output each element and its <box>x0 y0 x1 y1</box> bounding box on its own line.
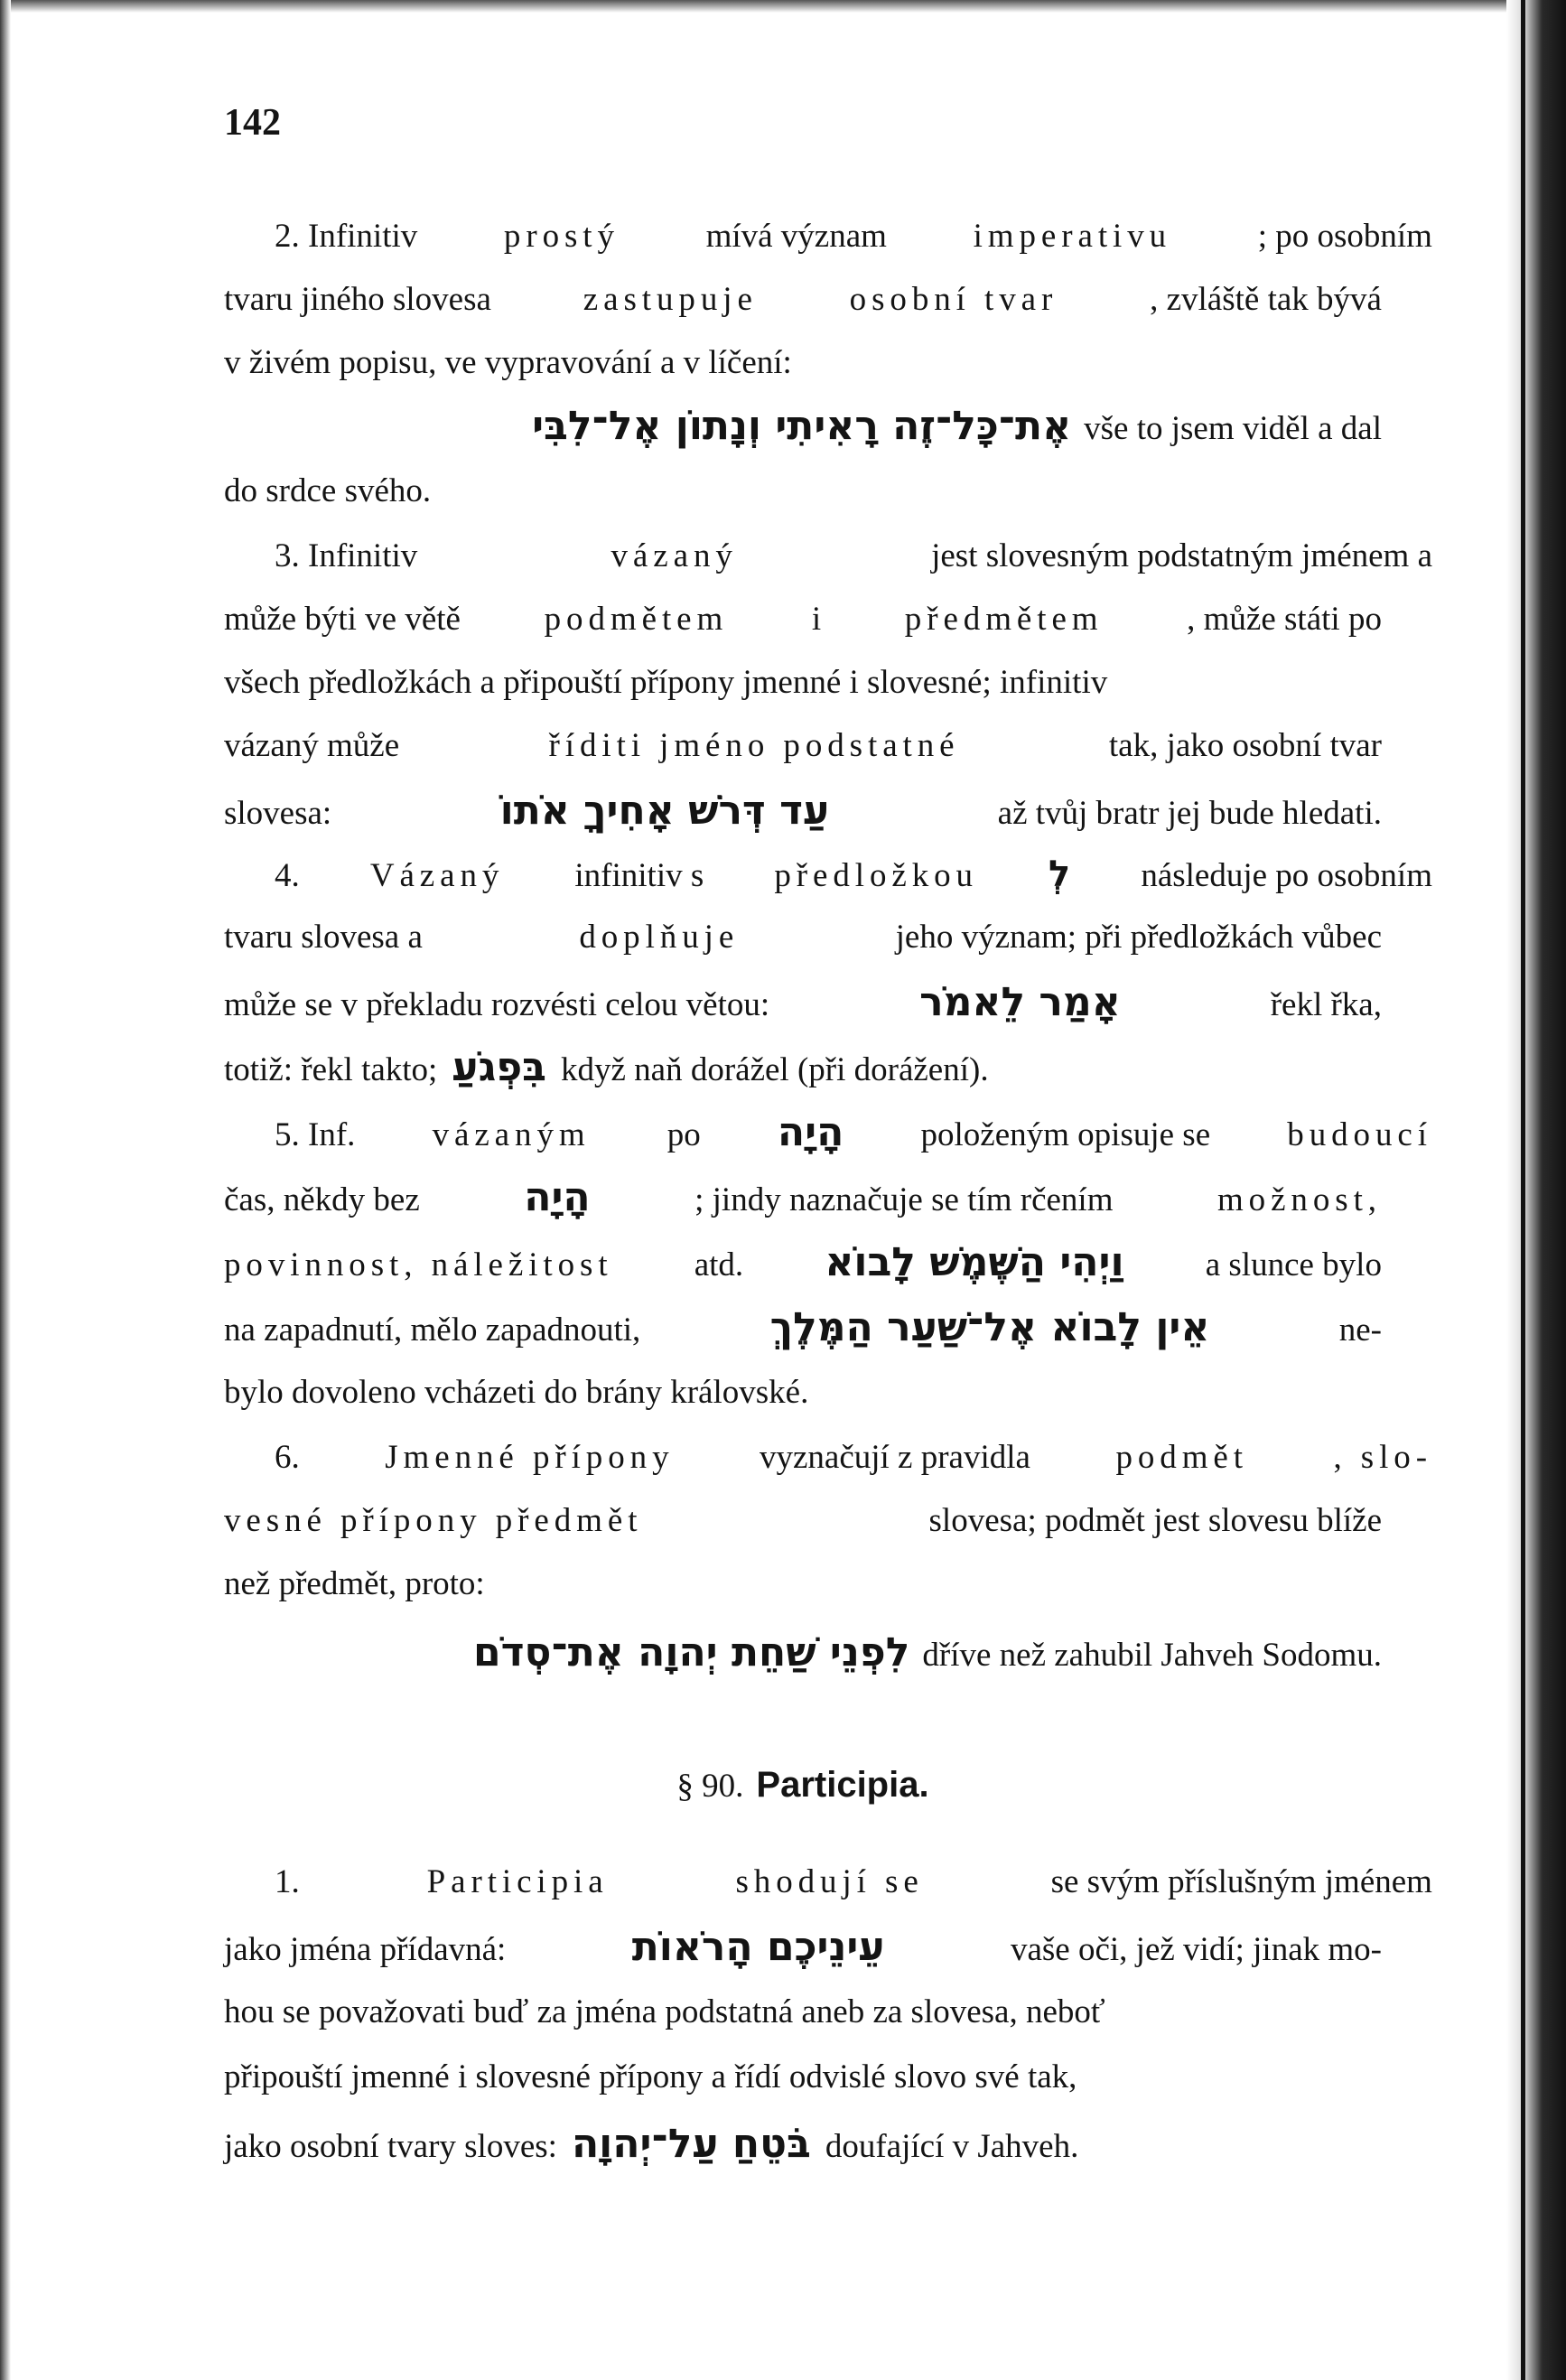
hebrew-phrase: בֹּטֵחַ עַל־יְהוָה <box>571 2121 811 2167</box>
text-run: a slunce bylo <box>1205 1246 1382 1283</box>
text-line <box>224 1920 1382 1987</box>
text-line <box>224 1431 1432 1498</box>
spaced-term: shodují se <box>735 1863 924 1900</box>
hebrew-phrase: וַיְהִי הַשֶּׁמֶשׁ לָבוֹא <box>825 1239 1124 1285</box>
text-run: jest slovesným podstatným jménem a <box>931 537 1432 574</box>
section-number: § 90. <box>676 1768 744 1805</box>
text-run: 1. <box>275 1863 300 1900</box>
spaced-term: předmětem <box>904 601 1104 638</box>
text-run: v živém popisu, ve vypravování a v líčení: <box>224 344 792 381</box>
text-run: vyznačují z pravidla <box>759 1439 1030 1476</box>
spaced-term: vesné přípony předmět <box>224 1502 643 1539</box>
spaced-term: možnost, <box>1216 1181 1382 1218</box>
text-run: než předmět, proto: <box>224 1565 485 1602</box>
text-run: do srdce svého. <box>224 472 432 509</box>
text-run: jako osobní tvary sloves: <box>224 2128 557 2165</box>
spaced-term: podmět <box>1115 1439 1248 1476</box>
spaced-term: Jmenné přípony <box>385 1439 675 1476</box>
text-line <box>224 975 1382 1042</box>
text-run: 3. Infinitiv <box>275 537 418 574</box>
text-line <box>224 656 1382 723</box>
text-run: atd. <box>694 1246 744 1283</box>
text-run: 2. Infinitiv <box>275 218 418 255</box>
text-run: následuje po osobním <box>1141 857 1432 894</box>
text-line <box>224 1557 1382 1624</box>
text-run: všech předložkách a připouští přípony jmenné i slovesné; infinitiv <box>224 664 1108 701</box>
spaced-term: Vázaný <box>369 857 505 894</box>
text-line <box>224 1366 1382 1433</box>
text-run: může se v překladu rozvésti celou větou: <box>224 986 770 1023</box>
spaced-term: Participia <box>426 1863 609 1900</box>
text-line <box>224 464 1382 531</box>
text-run: dříve než zahubil Jahveh Sodomu. <box>922 1637 1382 1674</box>
spaced-term: říditi jméno podstatné <box>548 727 960 764</box>
text-run: , zvláště tak bývá <box>1150 281 1382 318</box>
hebrew-phrase: הָיָה <box>777 1109 844 1155</box>
spaced-term: předložkou <box>774 857 978 894</box>
text-run: tak, jako osobní tvar <box>1108 727 1382 764</box>
text-run: tvaru slovesa a <box>224 919 423 956</box>
spaced-term: doplňuje <box>579 919 740 956</box>
hebrew-phrase: לִפְנֵי שַׁחֵת יְהוָה אֶת־סְדֹם <box>473 1629 910 1675</box>
text-line <box>224 1236 1382 1302</box>
spaced-term: podmětem <box>544 601 729 638</box>
text-run: když naň dorážel (při dorážení). <box>561 1051 989 1088</box>
text-run: totiž: řekl takto; <box>224 1051 438 1088</box>
text-run: ; jindy naznačuje se tím rčením <box>694 1181 1114 1218</box>
text-run: řekl řka, <box>1270 986 1382 1023</box>
text-run: vše to jsem viděl a dal <box>1084 410 1382 447</box>
spaced-term: imperativu <box>973 218 1172 255</box>
text-line <box>224 1855 1432 1922</box>
text-line <box>224 1041 1382 1107</box>
spaced-term: osobní tvar <box>849 281 1058 318</box>
hebrew-phrase: עֵינֵיכֶם הָרֹאוֹת <box>631 1924 885 1970</box>
spaced-term: prostý <box>503 218 620 255</box>
hebrew-phrase: עַד דְּרֹשׁ אָחִיךָ אֹתוֹ <box>499 788 830 834</box>
text-line <box>224 719 1382 786</box>
text-run: doufající v Jahveh. <box>825 2128 1079 2165</box>
scan-binding-shadow <box>1506 0 1566 2380</box>
text-line <box>224 273 1382 340</box>
text-line <box>224 336 1382 403</box>
text-run: vázaný může <box>224 727 400 764</box>
section-title: Participia. <box>756 1765 929 1805</box>
text-line <box>224 1301 1382 1367</box>
text-run: na zapadnutí, mělo zapadnouti, <box>224 1311 641 1349</box>
page-number: 142 <box>224 102 281 144</box>
text-line <box>224 399 1382 466</box>
text-run: 4. <box>275 857 300 894</box>
text-line <box>224 847 1432 914</box>
text-run: bylo dovoleno vcházeti do brány královské. <box>224 1374 809 1411</box>
text-run: hou se považovati buď za jména podstatná aneb za slovesa, neboť <box>224 1993 1105 2030</box>
text-line <box>224 784 1382 851</box>
section-heading <box>224 1758 1382 1825</box>
spaced-term: budoucí <box>1287 1116 1432 1153</box>
text-run: vaše oči, jež vidí; jinak mo- <box>1010 1931 1382 1968</box>
spaced-term: povinnost, náležitost <box>224 1246 613 1283</box>
text-line <box>224 529 1432 596</box>
scan-binding-rule <box>1521 0 1525 2380</box>
hebrew-phrase: לְ <box>1049 854 1071 895</box>
text-run: položeným opisuje se <box>920 1116 1211 1153</box>
hebrew-phrase: הָיָה <box>524 1174 591 1220</box>
text-line <box>224 1171 1382 1237</box>
scan-left-edge <box>0 0 11 2380</box>
text-run: jeho význam; při předložkách vůbec <box>895 919 1382 956</box>
text-run: čas, někdy bez <box>224 1181 420 1218</box>
text-run: připouští jmenné i slovesné přípony a řídí odvislé slovo své tak, <box>224 2058 1077 2095</box>
text-line <box>224 593 1382 659</box>
text-line <box>224 2050 1382 2117</box>
text-run: ne- <box>1338 1311 1382 1349</box>
text-line <box>224 910 1382 977</box>
text-line <box>224 1494 1382 1561</box>
text-line <box>224 210 1432 276</box>
text-run: ; po osobním <box>1257 218 1432 255</box>
spaced-term: vázaným <box>432 1116 591 1153</box>
text-run: i <box>811 601 822 638</box>
text-run: slovesa; podmět jest slovesu blíže <box>928 1502 1382 1539</box>
spaced-term: vázaný <box>611 537 738 574</box>
text-line <box>224 1106 1432 1172</box>
text-run: až tvůj bratr jej bude hledati. <box>997 795 1382 832</box>
text-run: tvaru jiného slovesa <box>224 281 491 318</box>
hebrew-phrase: בִּפְגֹעַ <box>452 1044 546 1090</box>
spaced-term: zastupuje <box>583 281 758 318</box>
text-run: se svým příslušným jménem <box>1050 1863 1432 1900</box>
text-line <box>224 1626 1382 1693</box>
hebrew-phrase: אָמַר לֵאמֹר <box>919 979 1121 1025</box>
spaced-term: , slo- <box>1333 1439 1432 1476</box>
text-line <box>224 1985 1382 2052</box>
text-run: 5. Inf. <box>275 1116 356 1153</box>
text-run: jako jména přídavná: <box>224 1931 507 1968</box>
hebrew-phrase: אֶת־כָּל־זֶה רָאִיתִי וְנָתוֹן אֶל־לִבִּי <box>532 403 1072 449</box>
scan-top-shadow <box>0 0 1566 13</box>
text-run: může býti ve větě <box>224 601 461 638</box>
text-run: slovesa: <box>224 795 332 832</box>
hebrew-phrase: אֵין לָבוֹא אֶל־שַׁעַר הַמֶּלֶךְ <box>769 1304 1210 1350</box>
text-run: po <box>666 1116 701 1153</box>
text-run: , může státi po <box>1187 601 1382 638</box>
text-run: mívá význam <box>705 218 887 255</box>
text-run: infinitiv s <box>574 857 704 894</box>
text-line <box>224 2117 1382 2184</box>
text-run: 6. <box>275 1439 300 1476</box>
